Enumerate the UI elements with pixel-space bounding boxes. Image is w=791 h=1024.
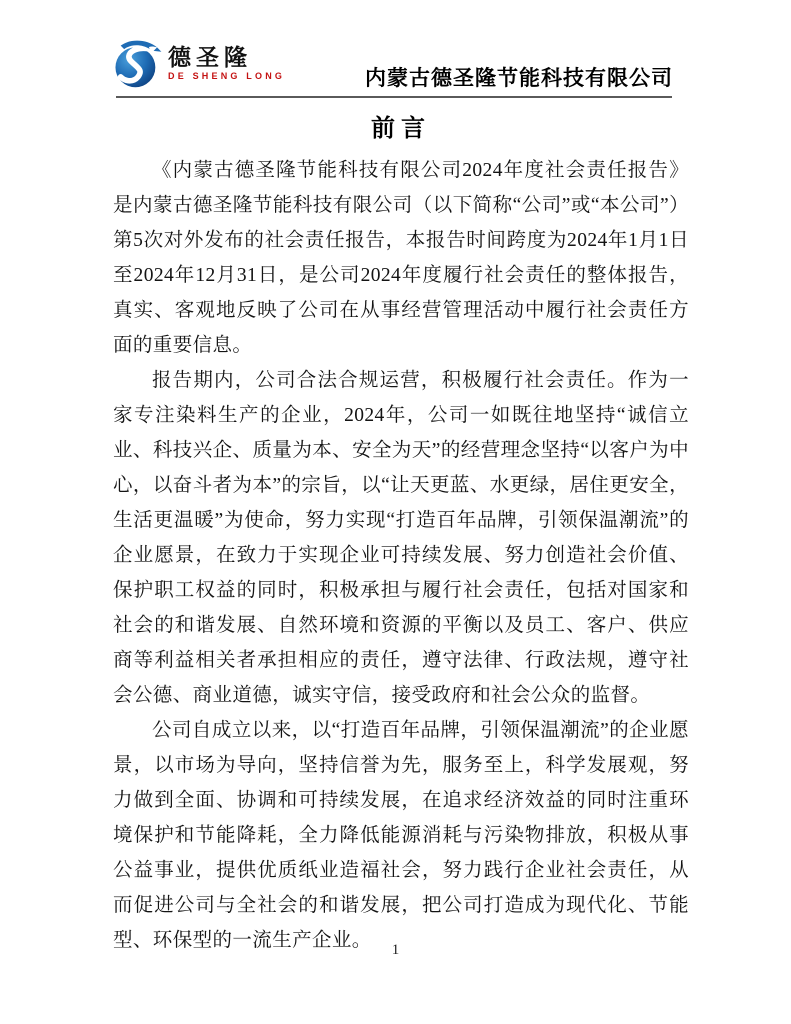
page-title: 前言 [371, 116, 431, 142]
body-paragraph-2: 报告期内，公司合法合规运营，积极履行社会责任。作为一家专注染料生产的企业，2024年，公司一如既往地坚持“诚信立业、科技兴企、质量为本、安全为天”的经营理念坚持“以客户为中心，以奋斗者为本”的宗旨，以“让天更蓝、水更绿，居住更安全，生活更温暖”为使命，努力实现“打造百年品牌，引领保温潮流”的企业愿景，在致力于实现企业可持续发展、努力创造社会价值、保护职工权益的同时，积极承担与履行社会责任，包括对国家和社会的和谐发展、自然环境和资源的平衡以及员工、客户、供应商等利益相关者承担相应的责任，遵守法律、行政法规，遵守社会公德、商业道德，诚实守信，接受政府和社会公众的监督。 [113, 370, 689, 706]
body-paragraph-1: 《内蒙古德圣隆节能科技有限公司2024年度社会责任报告》是内蒙古德圣隆节能科技有限公司（以下简称“公司”或“本公司”）第5次对外发布的社会责任报告，本报告时间跨度为2024年1月1日至2024年12月31日，是公司2024年度履行社会责任的整体报告，真实、客观地反映了公司在从事经营管理活动中履行社会责任方面的重要信息。 [113, 160, 689, 356]
header-divider [116, 96, 672, 98]
dragon-sphere-logo-icon [112, 37, 164, 89]
logo-text [168, 46, 285, 81]
page-number: 1 [391, 942, 400, 958]
document-body [113, 104, 689, 958]
company-name: 内蒙古德圣隆节能科技有限公司 [365, 66, 673, 90]
company-logo [112, 37, 285, 89]
logo-english-label: DE SHENG LONG [168, 71, 286, 81]
logo-chinese-label: 德圣隆 [168, 44, 252, 70]
body-paragraph-3: 公司自成立以来，以“打造百年品牌，引领保温潮流”的企业愿景，以市场为导向，坚持信誉为先，服务至上，科学发展观，努力做到全面、协调和可持续发展，在追求经济效益的同时注重环境保护和节能降耗，全力降低能源消耗与污染物排放，积极从事公益事业，提供优质纸业造福社会，努力践行企业社会责任，从而促进公司与全社会的和谐发展，把公司打造成为现代化、节能型、环保型的一流生产企业。 [113, 720, 689, 951]
page-header [0, 0, 791, 100]
